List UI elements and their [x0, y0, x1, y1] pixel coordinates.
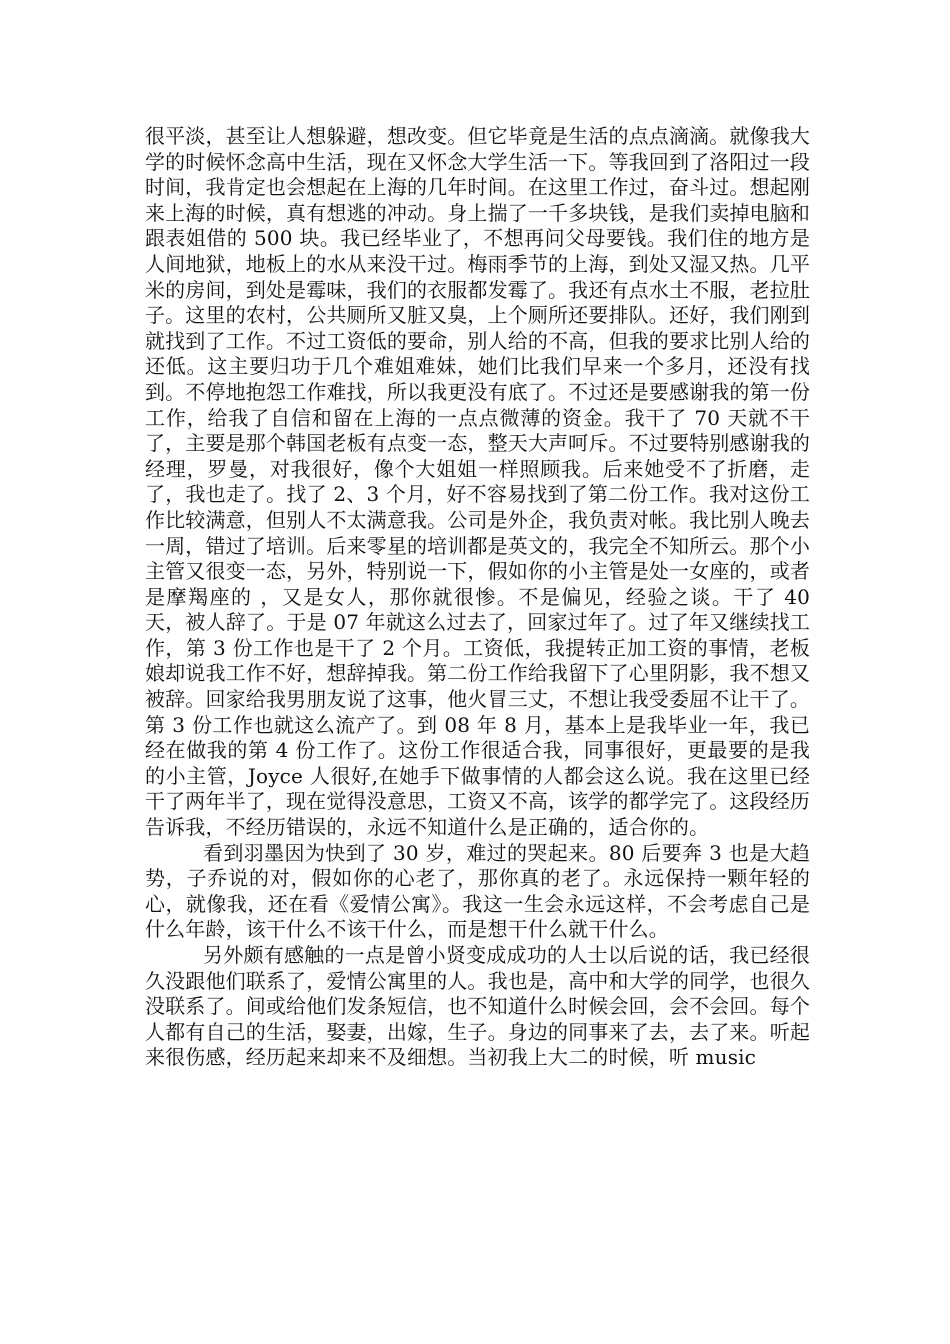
document-body	[145, 124, 810, 1071]
paragraph-1: 很平淡，甚至让人想躲避，想改变。但它毕竟是生活的点点滴滴。就像我大学的时候怀念高中生活，现在又怀念大学生活一下。等我回到了洛阳过一段时间，我肯定也会想起在上海的几年时间。在这里工作过，奋斗过。想起刚来上海的时候，真有想逃的冲动。身上揣了一千多块钱，是我们卖掉电脑和跟表姐借的 500 块。我已经毕业了，不想再问父母要钱。我们住的地方是人间地狱，地板上的水从来没干过。梅雨季节的上海，到处又湿又热。几平米的房间，到处是霉味，我们的衣服都发霉了。我还有点水土不服，老拉肚子。这里的农村，公共厕所又脏又臭，上个厕所还要排队。还好，我们刚到就找到了工作。不过工资低的要命，别人给的不高，但我的要求比别人给的还低。这主要归功于几个难姐难妹，她们比我们早来一个多月，还没有找到。不停地抱怨工作难找，所以我更没有底了。不过还是要感谢我的第一份工作，给我了自信和留在上海的一点点微薄的资金。我干了 70 天就不干了，主要是那个韩国老板有点变一态，整天大声呵斥。不过要特别感谢我的经理，罗曼，对我很好，像个大姐姐一样照顾我。后来她受不了折磨，走了，我也走了。找了 2、3 个月，好不容易找到了第二份工作。我对这份工作比较满意，但别人不太满意我。公司是外企，我负责对帐。我比别人晚去一周，错过了培训。后来零星的培训都是英文的，我完全不知所云。那个小主管又很变一态，另外，特别说一下，假如你的小主管是处一女座的，或者是摩羯座的 ，又是女人，那你就很惨。不是偏见，经验之谈。干了 40 天，被人辞了。于是 07 年就这么过去了，回家过年了。过了年又继续找工作，第 3 份工作也是干了 2 个月。工资低，我提转正加工资的事情，老板娘却说我工作不好，想辞掉我。第二份工作给我留下了心里阴影，我不想又被辞。回家给我男朋友说了这事，他火冒三丈，不想让我受委屈不让干了。第 3 份工作也就这么流产了。到 08 年 8 月，基本上是我毕业一年，我已经在做我的第 4 份工作了。这份工作很适合我，同事很好，更最要的是我的小主管，Joyce 人很好,在她手下做事情的人都会这么说。我在这里已经干了两年半了，现在觉得没意思，工资又不高，该学的都学完了。这段经历告诉我，不经历错误的，永远不知道什么是正确的，适合你的。	[145, 124, 810, 840]
paragraph-3: 另外颇有感触的一点是曾小贤变成成功的人士以后说的话，我已经很久没跟他们联系了，爱情公寓里的人。我也是，高中和大学的同学，也很久没联系了。间或给他们发条短信，也不知道什么时候会回，会不会回。每个人都有自己的生活，娶妻，出嫁，生子。身边的同事来了去，去了来。听起来很伤感，经历起来却来不及细想。当初我上大二的时候，听 music	[145, 943, 810, 1070]
paragraph-2: 看到羽墨因为快到了 30 岁，难过的哭起来。80 后要奔 3 也是大趋势，子乔说的对，假如你的心老了，那你真的老了。永远保持一颗年轻的心，就像我，还在看《爱情公寓》。我这一生会永远这样，不会考虑自己是什么年龄，该干什么不该干什么，而是想干什么就干什么。	[145, 840, 810, 942]
